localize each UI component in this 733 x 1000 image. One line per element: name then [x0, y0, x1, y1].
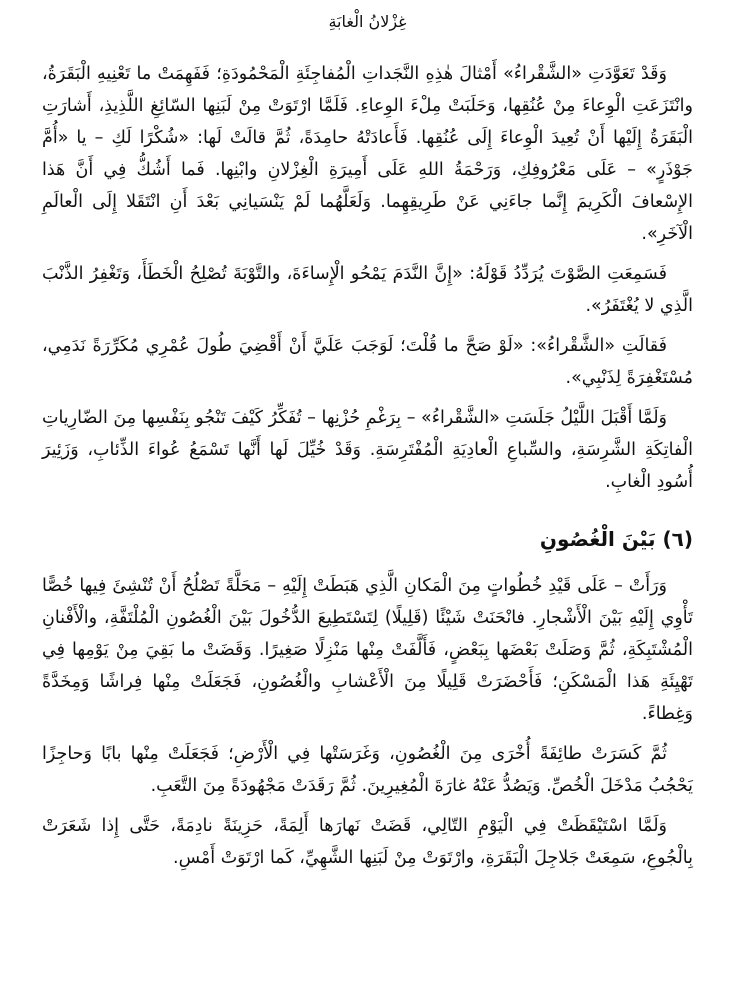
section-title: (٦) بَيْنَ الْغُصُونِ [539, 527, 693, 551]
paragraph: وَلَمَّا اسْتَيْقَظَتْ فِي الْيَوْمِ التّالِي، قَضَتْ نَهارَها أَلِمَةً، حَزِينَةً نادِمَةً، حَتَّى إِذا شَعَرَتْ بِالْجُوعِ، سَمِعَتْ جَلاجِلَ الْبَقَرَةِ، وارْتَوَتْ مِنْ لَبَنِها الشَّهِيِّ، كَما ارْتَوَتْ أَمْسِ. [42, 816, 693, 868]
paragraph: وَرَأَتْ – عَلَى قَيْدِ خُطُواتٍ مِنَ الْمَكانِ الَّذِي هَبَطَتْ إِلَيْهِ – مَحَلَّةً تَصْلُحُ أَنْ تُنْشِئَ فِيها خُصًّا تَأْوِي إِلَيْهِ بَيْنَ الْأَشْجارِ. فانْحَنَتْ شَيْئًا (قَلِيلًا) لِتَسْتَطِيعَ الدُّخُولَ بَيْنَ الْغُصُونِ الْمُلْتَفَّةِ، والْأَفْنانِ الْمُشْتَبِكَةِ، ثُمَّ وَصَلَتْ بَعْضَها بِبَعْضٍ، فَأَلَّفَتْ مِنْها مَنْزِلًا صَغِيرًا. وَقَضَتْ ما بَقِيَ مِنْ يَوْمِها فِي تَهْيِئَةِ هَذا الْمَسْكَنِ؛ فَأَحْضَرَتْ قَلِيلًا مِنَ الْأَعْشابِ والْغُصُونِ، فَجَعَلَتْ مِنْها فِراشًا وَمِخَدَّةً وَغِطاءً. [42, 576, 693, 724]
paragraph: فَسَمِعَتِ الصَّوْتَ يُرَدِّدُ قَوْلَهُ: «إِنَّ النَّدَمَ يَمْحُو الْإِساءَةَ، والتَّوْبَةَ تُصْلِحُ الْخَطَأَ، وَتَغْفِرُ الذَّنْبَ الَّذِي لا يُغْتَفَرُ». [42, 264, 693, 316]
running-head: غِزْلانُ الْغابَةِ [328, 12, 407, 31]
paragraph: وَقَدْ تَعَوَّدَتِ «الشَّقْراءُ» أَمْثالَ هٰذِهِ النَّجَداتِ الْمُفاجِئَةِ الْمَحْمُودَةِ؛ فَفَهِمَتْ ما تَعْنِيهِ الْبَقَرَةُ، وانْتَزَعَتِ الْوِعاءَ مِنْ عُنُقِها، وَحَلَبَتْ مِلْءَ الوِعاءِ. فَلَمَّا ارْتَوَتْ مِنْ لَبَنِها السّائِغِ اللَّذِيذِ، أَشارَتِ الْبَقَرَةُ إِلَيْها أَنْ تُعِيدَ الْوِعاءَ إِلَى عُنُقِها. فَأَعادَتْهُ حامِدَةً، ثُمَّ قالَتْ لَها: «شُكْرًا لَكِ – يا «أُمَّ جَوْذَرٍ» – عَلَى مَعْرُوفِكِ، وَرَحْمَةُ اللهِ عَلَى أَمِيرَةِ الْغِزْلانِ وابْنِها. فَما أَشُكُّ فِي أَنَّ هَذا الإِسْعافَ الْكَرِيمَ إِنَّما جاءَنِي عَنْ طَرِيقِهِما. وَلَعَلَّهُما لَمْ يَنْسَيانِي بَعْدَ أَنِ انْتَقَلا إِلَى الْعالَمِ الْآخَرِ». [42, 64, 693, 244]
paragraph: فَقالَتِ «الشَّقْراءُ»: «لَوْ صَحَّ ما قُلْتَ؛ لَوَجَبَ عَلَيَّ أَنْ أَقْضِيَ طُولَ عُمْرِي مُكَرِّرَةً نَدَمِي، مُسْتَغْفِرَةً لِذَنْبِي». [42, 336, 693, 388]
paragraph: وَلَمَّا أَقْبَلَ اللَّيْلُ جَلَسَتِ «الشَّقْراءُ» – بِرَغْمِ حُزْنِها – تُفَكِّرُ كَيْفَ تَنْجُو بِنَفْسِها مِنَ الضّارِياتِ الْفاتِكَةِ الشَّرِسَةِ، والسِّباعِ الْعادِيَةِ الْمُفْتَرِسَةِ. وَقَدْ خُيِّلَ لَها أَنَّها تَسْمَعُ عُواءَ الذِّئابِ، وَزَئِيرَ أُسُودِ الْغابِ. [42, 408, 693, 492]
paragraph: ثُمَّ كَسَرَتْ طائِفَةً أُخْرَى مِنَ الْغُصُونِ، وَغَرَسَتْها فِي الْأَرْضِ؛ فَجَعَلَتْ مِنْها بابًا وَحاجِزًا يَحْجُبُ مَدْخَلَ الْخُصِّ. وَيَصُدُّ عَنْهُ غارَةَ الْمُغِيرِينَ. ثُمَّ رَقَدَتْ مَجْهُودَةً مِنَ التَّعَبِ. [42, 744, 693, 796]
